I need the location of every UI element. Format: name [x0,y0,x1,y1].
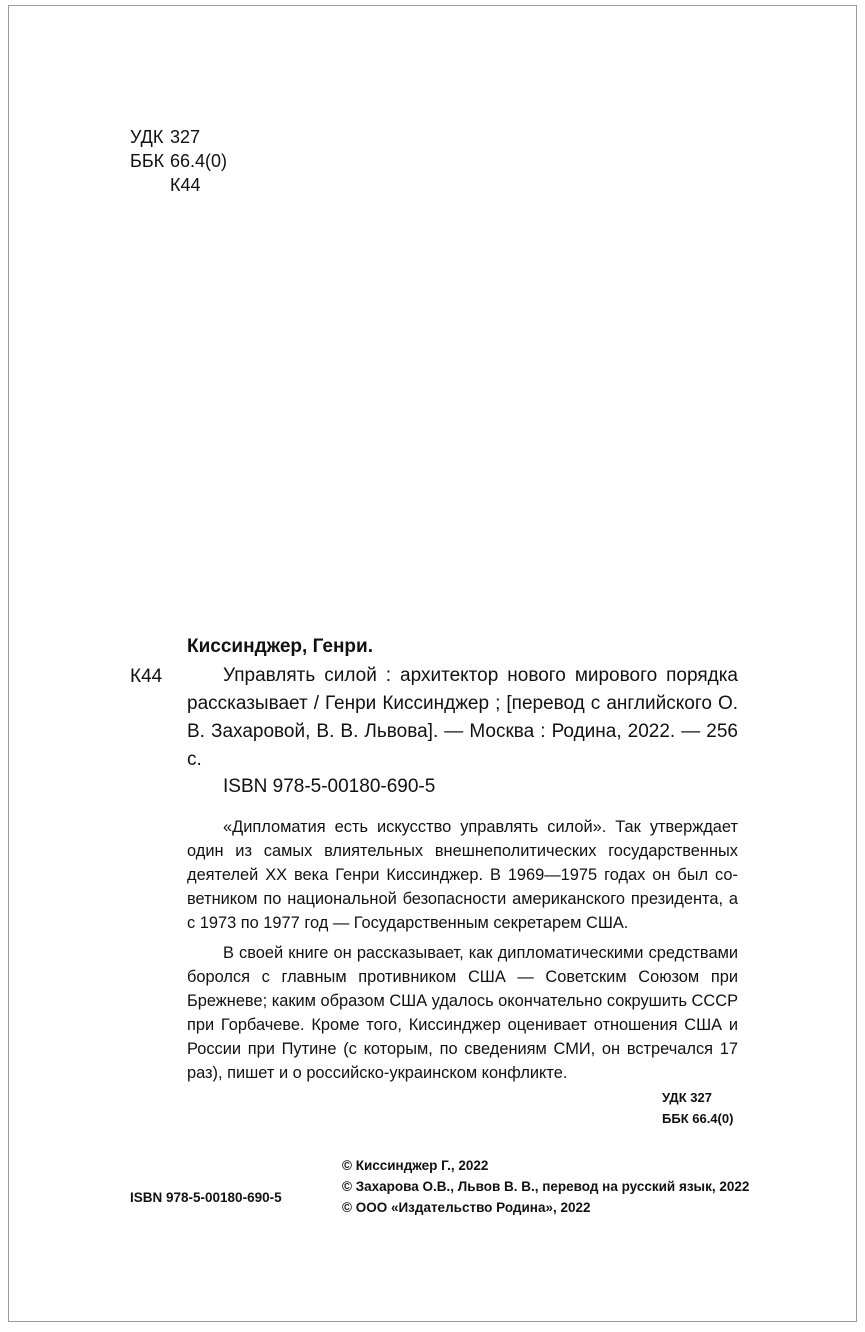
author-mark-entry: К44 [130,666,163,687]
footer-udk: УДК 327 [662,1090,712,1105]
author-heading: Киссинджер, Генри. [187,636,373,657]
footer-classification [662,1087,733,1129]
bbk-line [130,148,227,174]
copyright-block [342,1155,749,1218]
bibliographic-description: Управлять силой : архитектор нового мирового порядка рассказывает / Генри Киссинджер ; [перевод с английского О. В. Захаровой, В. В. Львова]. — Москва : Родина, 2022. — 256 с. [187,665,738,770]
copyright-publisher: © ООО «Издательство Родина», 2022 [342,1200,591,1215]
udk-label: УДК [130,127,164,147]
annotation-paragraph-2: В своей книге он рассказывает, как дипломатическими средствами боролся с главным противником США — Советским Союзом при Брежневе; каким образом США удалось окончательно сокрушить СССР при Горбачеве. Кроме того, Киссинджер оценивает отношения США и России при Путине (с которым, по сведениям СМИ, он встречался 17 раз), пишет и о российско-украинском конфликте. [187,944,738,1082]
udk-value: 327 [170,127,201,147]
annotation-paragraph-1: «Дипломатия есть искусство управлять силой». Так утверждает один из самых влиятельных внешнеполитических государственных деятелей XX века Генри Киссинджер. В 1969—1975 годах он был советником по национальной безопасности американского президента, а с 1973 по 1977 год — Государственным секретарем США. [187,818,738,932]
copyright-author: © Киссинджер Г., 2022 [342,1158,489,1173]
copyright-translation: © Захарова О.В., Львов В. В., перевод на русский язык, 2022 [342,1179,750,1194]
bbk-label: ББК [130,151,165,171]
isbn-main: ISBN 978-5-00180-690-5 [223,776,436,797]
author-mark-top: К44 [170,175,201,195]
annotation [187,815,738,1091]
udk-line [130,124,200,150]
footer-bbk: ББК 66.4(0) [662,1111,734,1126]
isbn-bottom: ISBN 978-5-00180-690-5 [130,1190,282,1205]
bbk-value: 66.4(0) [170,151,228,171]
